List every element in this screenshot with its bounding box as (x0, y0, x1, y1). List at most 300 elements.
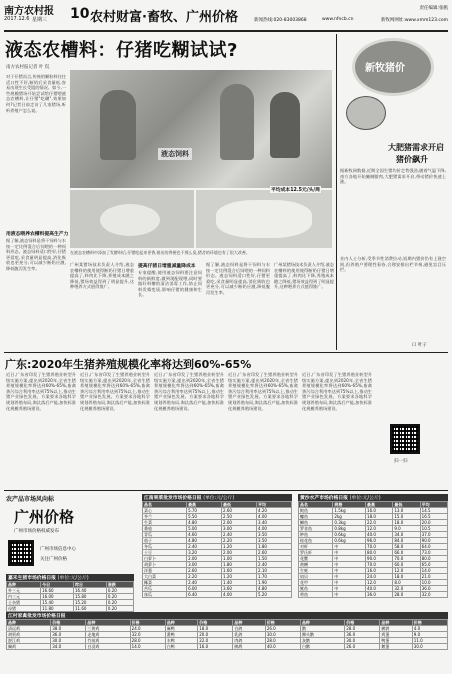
section2-col-5: 近日,广东省印发了生猪养殖业转型升级实施方案,提出到2020年,全省生猪养殖规模化率将达到60%-65%,畜禽粪污综合利用率达到75%以上,推动生猪产业绿色发展。方案要求各地科学规划养殖布局,淘汰落后产能,加快标准化规模养殖场建设。 (302, 372, 372, 411)
table-cell: 水鸭 (165, 638, 197, 644)
veg-table-title (142, 494, 292, 501)
table-cell: 16.0 (366, 568, 393, 574)
table-cell: 白鹅 (300, 644, 344, 650)
table-cell: 70.0 (366, 562, 393, 568)
lead-col-4: 据了解,液态饲料是将干饲料与水按一定比例混合后饲喂的一种饲料形态。液态饲料适口性好,仔猪更爱吃,采食量明显提高,消化吸收也更充分,可以减少断奶应激,降低腹泻发生率。 (206, 262, 270, 295)
table-cell: 0.20 (106, 600, 133, 606)
table-cell: 70.0 (393, 556, 420, 562)
table-cell: 36.0 (345, 632, 380, 638)
table-cell: 中 (333, 544, 366, 550)
table-row (7, 606, 134, 612)
pig-mascot-icon (346, 96, 386, 130)
table-cell: 2.40 (187, 580, 222, 586)
table-cell: 24.0 (130, 626, 165, 632)
table-cell: 狮头鹅 (300, 632, 344, 638)
table-header-cell: 品种 (86, 620, 130, 626)
table-cell: 16.60 (41, 588, 74, 594)
pig-table-grid (6, 581, 134, 612)
table-header-cell: 平均 (257, 502, 292, 508)
table-cell: 肉鸽 (233, 638, 265, 644)
table-cell: 鲈鱼 (299, 532, 333, 538)
table-cell: 10.0 (420, 580, 447, 586)
table-cell: 2.50 (222, 514, 257, 520)
market-slogan-1: 广州市场价格权威发布 (14, 529, 59, 534)
table-cell: 罗非鱼 (299, 526, 333, 532)
table-cell: 2.60 (222, 508, 257, 514)
lead-headline: 液态农槽料：仔猪吃糊试试? (5, 40, 238, 61)
table-cell: 90.0 (366, 556, 393, 562)
table-cell: 竹丝鸡 (86, 638, 130, 644)
table-cell: 34.0 (393, 532, 420, 538)
photo-caption: 在液态农槽料中添加了发酵料后,仔猪吃起来更香,排出的粪便也不那么臭,猪舍的环境也有了很大改善。 (70, 250, 250, 255)
table-cell: 28.0 (345, 626, 380, 632)
table-cell: 13.0 (393, 508, 420, 514)
table-cell: 4.20 (257, 508, 292, 514)
table-cell: 80.0 (366, 550, 393, 556)
lead-col-1: 据了解,液态饲料是将干饲料与水按一定比例混合后饲喂的一种饲料形态。液态饲料适口性好,仔猪更爱吃,采食量明显提高,消化吸收也更充分,可以减少断奶应激,降低腹泻发生率。 (6, 238, 66, 271)
table-cell: 28.0 (265, 638, 300, 644)
table-cell: 生蚝 (299, 568, 333, 574)
table-cell: 36.0 (51, 632, 86, 638)
table-cell: 2.20 (222, 538, 257, 544)
market-slogan-2: 广州市场信息中心 (40, 547, 76, 552)
table-cell: 26.0 (265, 626, 300, 632)
seafood-table-title (298, 494, 448, 501)
table-cell: 阉鸡 (7, 644, 51, 650)
table-cell: 28.0 (130, 638, 165, 644)
table-cell: 番茄 (143, 526, 187, 532)
table-cell: 30.0 (51, 638, 86, 644)
table-cell: 22.0 (198, 638, 233, 644)
table-cell: 40.0 (366, 586, 393, 592)
table-cell: 鹧鸪 (233, 644, 265, 650)
table-cell: 土杂猪 (7, 600, 41, 606)
market-title-big: 广州价格 (14, 508, 75, 526)
table-cell: 4.60 (187, 532, 222, 538)
table-cell: 1.20 (222, 544, 257, 550)
table-cell: 花甲 (299, 580, 333, 586)
table-cell: 36.0 (366, 592, 393, 598)
table-cell: 桂花鱼 (299, 538, 333, 544)
table-cell: 15.20 (74, 600, 107, 606)
table-cell: 1.70 (257, 574, 292, 580)
lead-col-5: 广州某猪场技术负责人介绍,液态农槽料的使用使得断奶仔猪日增重提高了,料肉比下降,养殖成本随之降低,猪场效益得到了明显提升,这种喂养方式值得推广。 (274, 262, 334, 290)
table-cell: 洋葱 (143, 568, 187, 574)
photo-person (220, 84, 254, 160)
table-cell: 青瓜 (143, 532, 187, 538)
pig-table-title-text: 嘉禾生猪市场价格日报 (8, 576, 56, 581)
table-cell: 4.00 (257, 526, 292, 532)
table-cell: 三黄鸡 (86, 626, 130, 632)
table-cell: 中 (333, 592, 366, 598)
veg-price-table (142, 494, 292, 598)
issue-weekday: 星期三 (32, 17, 48, 23)
table-cell: 0.3kg (333, 520, 366, 526)
table-cell: 黄鳝 (299, 562, 333, 568)
market-qr-sub: 关注广州价格 (40, 557, 67, 562)
section2-headline: 广东:2020年生猪养殖规模化率将达到60%-65% (5, 358, 252, 371)
lead-photo (70, 70, 332, 188)
table-cell: 苦瓜 (143, 586, 187, 592)
table-cell: 4.80 (187, 520, 222, 526)
table-cell: 32.0 (130, 632, 165, 638)
table-cell: 15.40 (41, 600, 74, 606)
seafood-table-title-text: 黄沙水产市场价格日报 (300, 496, 348, 501)
table-cell: 3.20 (187, 550, 222, 556)
table-cell: 21.0 (420, 574, 447, 580)
table-cell: 扇贝 (299, 574, 333, 580)
table-cell: 0.8kg (333, 526, 366, 532)
table-cell: 外三元 (7, 588, 41, 594)
cost-label: 平均成本12.5元/头/周 (271, 188, 320, 193)
table-cell: 0.20 (106, 606, 133, 612)
table-header-cell: 最低 (222, 502, 257, 508)
table-cell: 12.0 (366, 580, 393, 586)
table-cell: 2kg (333, 514, 366, 520)
table-cell: 0.6kg (333, 532, 366, 538)
table-cell: 3.40 (257, 520, 292, 526)
table-cell: 鱿鱼 (299, 586, 333, 592)
table-cell: 16.0 (198, 644, 233, 650)
table-cell: 16.5 (420, 514, 447, 520)
table-cell: 中 (333, 556, 366, 562)
table-cell: 2.00 (222, 550, 257, 556)
pig-price-table (6, 574, 134, 612)
table-cell: 3.60 (222, 586, 257, 592)
photo-person (270, 92, 300, 158)
table-cell: 73.0 (420, 550, 447, 556)
hotline: 新闻热线:020-83003868 (254, 18, 307, 23)
table-cell: 鲫鱼 (299, 520, 333, 526)
table-cell: 37.0 (420, 532, 447, 538)
photo-sign: 液态饲料 (158, 148, 192, 160)
table-cell: 30.0 (412, 644, 447, 650)
table-cell: 白羽鸡 (86, 644, 130, 650)
table-cell: 84.0 (393, 538, 420, 544)
table-cell: 湛江鸡 (7, 638, 51, 644)
table-cell: 鸭蛋 (380, 638, 412, 644)
subhead-1: 用液态喂养农槽料提高生产力 (6, 232, 69, 237)
table-cell: 9.0 (393, 526, 420, 532)
lead-byline: 南方农村报记者 叶 侃 (6, 65, 50, 70)
table-cell: 鸡蛋 (380, 632, 412, 638)
table-header-cell: 价格 (130, 620, 165, 626)
table-cell: 0.20 (106, 588, 133, 594)
table-cell: 4.0 (412, 626, 447, 632)
table-cell: 中 (333, 568, 366, 574)
table-header-cell: 品种 (7, 620, 51, 626)
table-cell: 2.00 (187, 556, 222, 562)
website: www.nfncb.cn (322, 17, 354, 22)
table-cell: 64.0 (420, 544, 447, 550)
section2-col-4: 近日,广东省印发了生猪养殖业转型升级实施方案,提出到2020年,全省生猪养殖规模化率将达到60%-65%,畜禽粪污综合利用率达到75%以上,推动生猪产业绿色发展。方案要求各地科学规划养殖布局,淘汰落后产能,加快标准化规模养殖场建设。 (228, 372, 298, 411)
market-qr-code (8, 540, 34, 566)
poultry-table-title-text: 江村家禽批发市场价格日报 (8, 614, 66, 619)
table-cell: 32.0 (420, 592, 447, 598)
issue-date: 2017.12.6 (4, 16, 30, 22)
table-cell: 65.0 (420, 562, 447, 568)
table-cell: 26.0 (345, 644, 380, 650)
table-cell: 6.40 (187, 592, 222, 598)
table-header-cell: 平均 (420, 502, 447, 508)
table-cell: 番鸭 (165, 632, 197, 638)
section-title: 农村财富·畜牧、广州价格 (90, 10, 238, 25)
table-cell: 4.00 (257, 514, 292, 520)
table-header-cell: 价格 (265, 620, 300, 626)
table-cell: 20.0 (198, 632, 233, 638)
table-cell: 罗氏虾 (299, 550, 333, 556)
veg-table-title-text: 江南果菜批发市场价格日报 (144, 496, 202, 501)
table-cell: 中 (333, 550, 366, 556)
table-cell: 母猪 (7, 606, 41, 612)
table-cell: 9.0 (412, 632, 447, 638)
table-row (299, 592, 448, 598)
table-cell: 34.0 (51, 644, 86, 650)
table-header-cell: 品种 (165, 620, 197, 626)
poultry-price-table (6, 612, 448, 650)
table-cell: 椰菜 (143, 580, 187, 586)
table-cell: 22.0 (366, 520, 393, 526)
lead-intro-text: 对于仔猪而言,传统的颗粒料往往适口性不好,断奶后采食量低,容易出现生长受阻的情况。如今,一些规模猪场开始尝试给仔猪喂液态农槽料,让仔猪"吃糊",效果如何?记者日前走访了几家猪场,听听养殖户怎么说。 (6, 74, 66, 113)
table-cell: 花蟹 (299, 556, 333, 562)
table-cell: 96.0 (366, 538, 393, 544)
section2-col-2: 近日,广东省印发了生猪养殖业转型升级实施方案,提出到2020年,全省生猪养殖规模化率将达到60%-65%,畜禽粪污综合利用率达到75%以上,推动生猪产业绿色发展。方案要求各地科学规划养殖布局,淘汰落后产能,加快标准化规模养殖场建设。 (80, 372, 150, 411)
table-row (143, 592, 292, 598)
table-cell: 90.0 (420, 538, 447, 544)
table-cell: 11.0 (412, 638, 447, 644)
mascot-body-1: 据新牧网数据,近期全国生猪均价走势强劲,随着气温下降,南方各地开始腌制腊肉,大肥猪需求开启,带动猪价快速上涨。 (340, 168, 446, 185)
table-cell: 2.00 (222, 520, 257, 526)
table-header-cell: 今日 (41, 582, 74, 588)
table-cell: 2.40 (222, 532, 257, 538)
table-cell: 5.20 (257, 592, 292, 598)
page-number: 10 (70, 6, 90, 22)
table-cell: 胡须鸡 (7, 632, 51, 638)
seafood-table-grid (298, 501, 448, 598)
table-cell: 菜心 (143, 508, 187, 514)
table-header-cell: 品名 (143, 502, 187, 508)
mascot-headline-2: 猪价飙升 (396, 155, 428, 164)
table-cell: 14.0 (420, 568, 447, 574)
table-cell: 1.90 (257, 580, 292, 586)
veg-table-grid (142, 501, 292, 598)
qr-label: 扫一扫 (394, 459, 408, 464)
right-column-divider (336, 34, 337, 350)
table-header-cell: 品种 (380, 620, 412, 626)
table-cell: 中 (333, 574, 366, 580)
table-cell: 40.0 (366, 532, 393, 538)
table-cell: 12.0 (366, 526, 393, 532)
table-cell: 1.5kg (333, 508, 366, 514)
feed-bowl (100, 204, 160, 236)
table-header-cell: 规格 (333, 502, 366, 508)
table-cell: 带鱼 (299, 592, 333, 598)
table-cell: 4.80 (187, 538, 222, 544)
section2-col-1: 近日,广东省印发了生猪养殖业转型升级实施方案,提出到2020年,全省生猪养殖规模化率将达到60%-65%,畜禽粪污综合利用率达到75%以上,推动生猪产业绿色发展。方案要求各地科学规划养殖布局,淘汰落后产能,加快标准化规模养殖场建设。 (6, 372, 76, 411)
poultry-table-grid (6, 619, 448, 650)
table-cell: 走地鸡 (86, 632, 130, 638)
table-cell: 80.0 (420, 556, 447, 562)
table-cell: 2.40 (187, 544, 222, 550)
table-header-cell: 最高 (366, 502, 393, 508)
header-rule (4, 30, 448, 32)
table-cell: 2.60 (187, 568, 222, 574)
table-cell: 2.20 (187, 574, 222, 580)
table-cell: 1.40 (222, 580, 257, 586)
table-cell: 60.0 (393, 562, 420, 568)
table-cell: 70.0 (366, 544, 393, 550)
paper-logo: 南方农村报 (4, 6, 54, 17)
lead-col-2: 广州某猪场技术负责人介绍,液态农槽料的使用使得断奶仔猪日增重提高了,料肉比下降,养殖成本随之降低,猪场效益得到了明显提升,这种喂养方式值得推广。 (70, 262, 134, 290)
table-cell: 冬瓜 (143, 544, 187, 550)
table-header-cell: 品种 (7, 582, 41, 588)
mascot-headline-1: 大肥猪需求开启 (388, 143, 444, 152)
table-cell: 8.0 (393, 580, 420, 586)
pig-table-unit: (单位:元/公斤) (57, 576, 89, 581)
table-cell: 16.0 (366, 508, 393, 514)
table-cell: 清远鸡 (7, 626, 51, 632)
table-cell: 14.0 (130, 644, 165, 650)
table-header-cell: 价格 (412, 620, 447, 626)
table-cell: 30.0 (265, 632, 300, 638)
feed-photo-right (196, 190, 332, 248)
table-cell: 生菜 (143, 520, 187, 526)
table-cell: 白萝卜 (143, 556, 187, 562)
table-cell: 中 (333, 586, 366, 592)
table-header-cell: 价格 (198, 620, 233, 626)
table-cell: 24.0 (366, 574, 393, 580)
table-cell: 11.60 (74, 606, 107, 612)
table-cell: 对虾 (299, 544, 333, 550)
table-cell: 麻鸭 (165, 626, 197, 632)
table-cell: 乳鸽 (233, 632, 265, 638)
mascot-badge (352, 38, 434, 96)
table-header-cell: 价格 (51, 620, 86, 626)
subhead-2: 提高仔猪日增重减量降成本 (138, 264, 196, 269)
table-cell: 36.0 (420, 586, 447, 592)
table-cell: 20.0 (420, 520, 447, 526)
table-header-cell: 品种 (300, 620, 344, 626)
table-cell: 土豆 (143, 550, 187, 556)
table-cell: 40.0 (265, 644, 300, 650)
market-title-small: 农产品市场风向标 (6, 496, 55, 503)
table-cell: 2.40 (257, 562, 292, 568)
table-cell: 6.00 (187, 586, 222, 592)
table-cell: 3.00 (187, 562, 222, 568)
table-cell: 中 (333, 580, 366, 586)
table-cell: 2.10 (257, 568, 292, 574)
section2-rule (4, 352, 448, 353)
pig-table-title (6, 574, 134, 581)
table-cell: 5.50 (187, 514, 222, 520)
table-cell: 18.0 (393, 574, 420, 580)
table-cell: 16.00 (41, 594, 74, 600)
table-header-cell: 品种 (233, 620, 265, 626)
table-cell: 3.50 (257, 538, 292, 544)
table-cell: 11.80 (41, 606, 74, 612)
extra-website: 新牧网网址:www.xmm123.com (380, 18, 448, 23)
feed-photo-left (70, 190, 194, 248)
section2-col-3: 近日,广东省印发了生猪养殖业转型升级实施方案,提出到2020年,全省生猪养殖规模化率将达到60%-65%,畜禽粪污综合利用率达到75%以上,推动生猪产业绿色发展。方案要求各地科学规划养殖布局,淘汰落后产能,加快标准化规模养殖场建设。 (154, 372, 224, 411)
table-cell: 3.50 (257, 532, 292, 538)
table-header-cell: 最高 (187, 502, 222, 508)
table-cell: 66.0 (393, 550, 420, 556)
table-cell: 16.40 (74, 588, 107, 594)
veg-table-unit: (单位:元/公斤) (203, 496, 235, 501)
table-cell: 灰鹅 (300, 638, 344, 644)
seafood-price-table (298, 494, 448, 598)
table-row (7, 644, 448, 650)
table-cell: 15.80 (74, 594, 107, 600)
table-cell: 28.0 (393, 592, 420, 598)
table-cell: 1.60 (222, 568, 257, 574)
qr-code (390, 424, 420, 454)
market-rule (4, 490, 448, 491)
masthead (4, 2, 448, 30)
table-cell: 1.20 (222, 574, 257, 580)
table-header-cell: 价格 (345, 620, 380, 626)
table-cell: 鳙鱼 (299, 514, 333, 520)
table-cell: 鹌鹑 (380, 626, 412, 632)
table-header-cell: 昨日 (74, 582, 107, 588)
table-cell: 内三元 (7, 594, 41, 600)
table-cell: 12.0 (393, 568, 420, 574)
table-cell: 58.0 (393, 544, 420, 550)
table-cell: 3.00 (222, 526, 257, 532)
table-cell: 5.00 (187, 526, 222, 532)
table-cell: 30.0 (345, 638, 380, 644)
table-cell: 1.80 (257, 544, 292, 550)
table-cell: 白鸽 (233, 626, 265, 632)
poultry-table-title (6, 612, 448, 619)
table-header-cell: 涨跌 (106, 582, 133, 588)
editor-line: 责任编辑:张帆 (419, 6, 448, 11)
table-cell: 鹅蛋 (380, 644, 412, 650)
table-header-cell: 品名 (299, 502, 333, 508)
table-cell: 白鸭 (165, 644, 197, 650)
table-header-cell: 最低 (393, 502, 420, 508)
table-cell: 2.60 (257, 550, 292, 556)
feed-mash (216, 200, 312, 238)
table-cell: 18.0 (198, 626, 233, 632)
table-cell: 32.0 (393, 586, 420, 592)
table-cell: 1.00 (222, 556, 257, 562)
table-cell: 1.80 (222, 562, 257, 568)
table-cell: 0.6kg (333, 538, 366, 544)
mascot-body-2: 业内人士分析,受季节性消费拉动,短期内猪价仍有上涨空间,但养殖户要理性看待,合理安排出栏节奏,避免盲目压栏。 (340, 256, 446, 273)
table-cell: 38.0 (51, 626, 86, 632)
table-cell: 14.5 (420, 508, 447, 514)
table-cell: 茄子 (143, 538, 187, 544)
photo-person (100, 90, 136, 160)
table-cell: 4.80 (257, 586, 292, 592)
table-cell: 18.0 (393, 520, 420, 526)
table-cell: 10.5 (420, 526, 447, 532)
table-cell: 鹅 (300, 626, 344, 632)
table-cell: 中 (333, 562, 366, 568)
mascot-signature: 口 叶子 (412, 343, 427, 348)
seafood-table-unit: (单位:元/公斤) (349, 496, 381, 501)
mascot-badge-text: 新牧猪价 (365, 63, 405, 74)
table-cell: 1.50 (257, 556, 292, 562)
table-cell: 15.0 (393, 514, 420, 520)
table-cell: 芥兰 (143, 514, 187, 520)
table-cell: 0.20 (106, 594, 133, 600)
table-cell: 胡萝卜 (143, 562, 187, 568)
table-cell: 丝瓜 (143, 592, 187, 598)
table-cell: 鲩鱼 (299, 508, 333, 514)
table-cell: 大白菜 (143, 574, 187, 580)
